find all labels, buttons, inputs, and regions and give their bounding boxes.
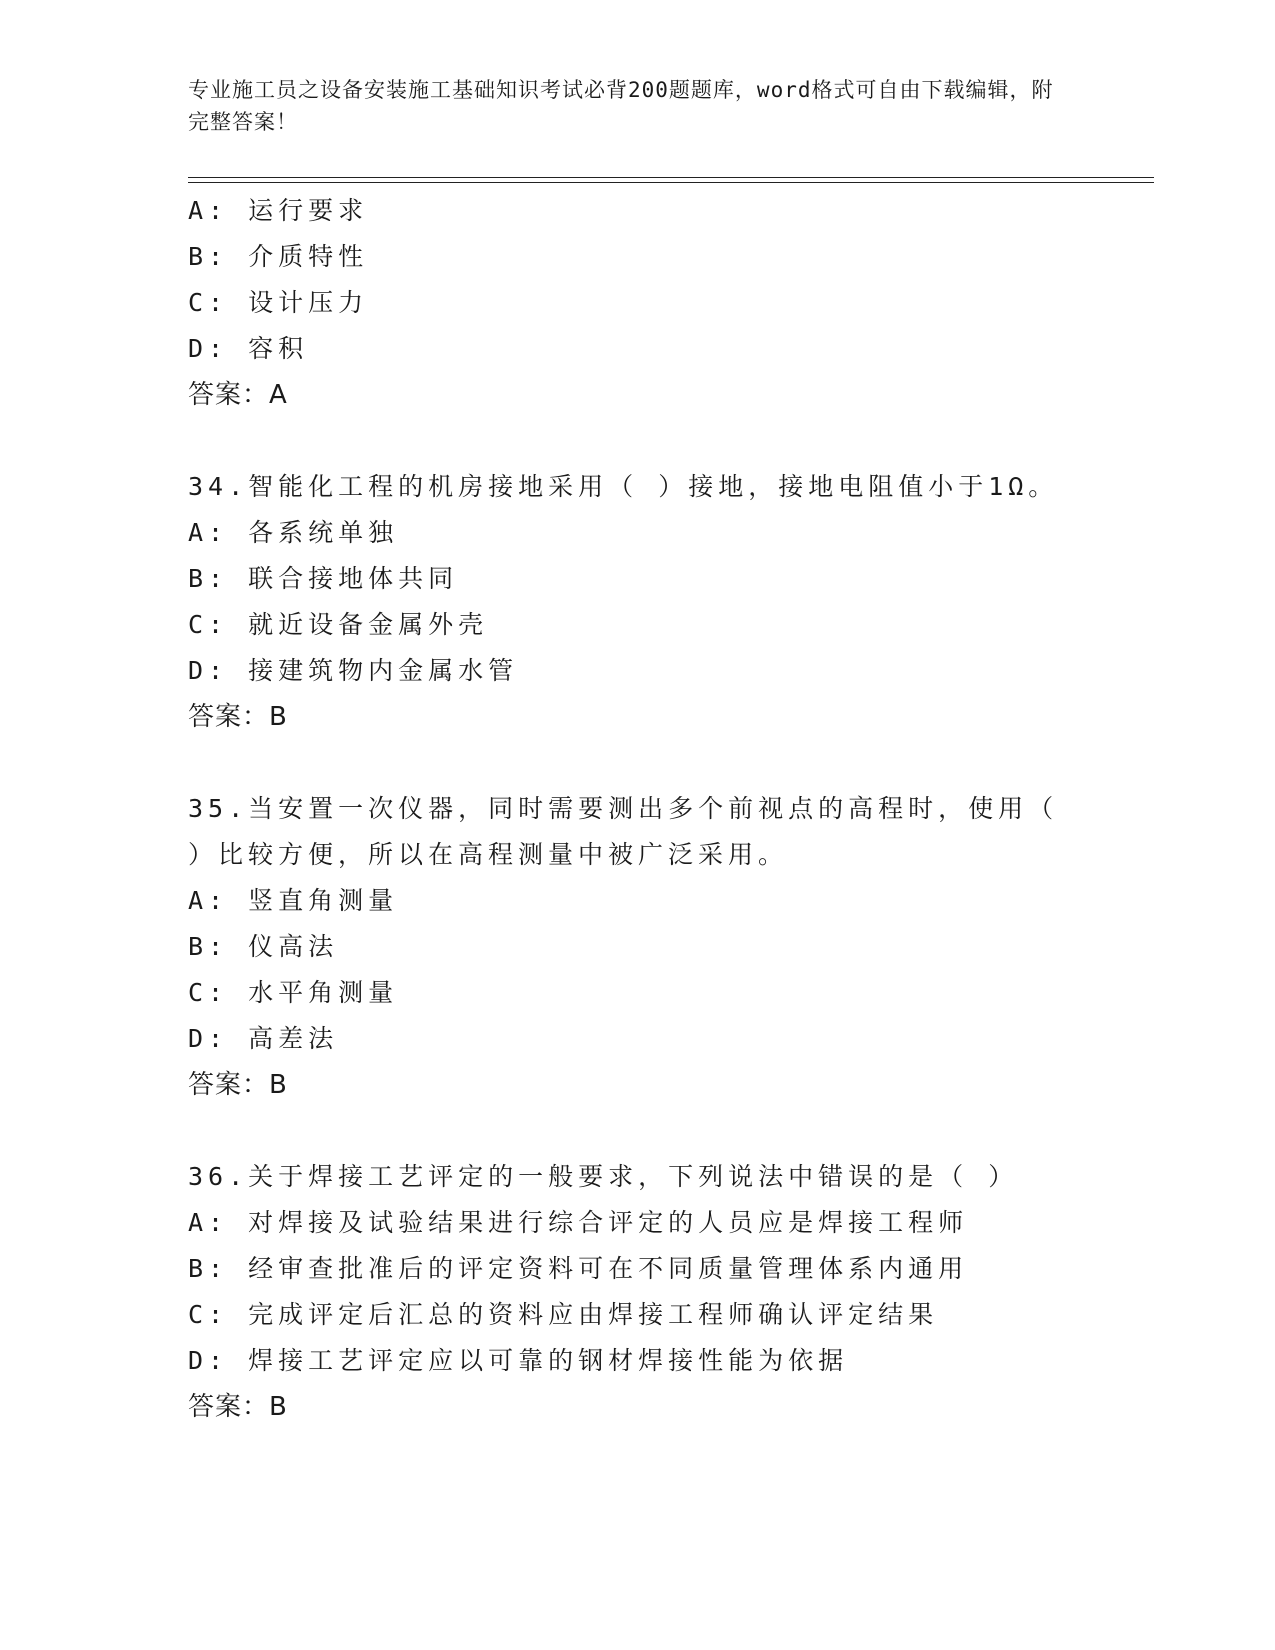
question-block — [188, 464, 1148, 740]
question-text: 35.当安置一次仪器，同时需要测出多个前视点的高程时，使用（ ）比较方便，所以在高程测量中被广泛采用。 — [188, 794, 1059, 869]
question-block — [188, 786, 1148, 1108]
option-d: D: 高差法 — [188, 1024, 339, 1053]
option-a: A: 对焊接及试验结果进行综合评定的人员应是焊接工程师 — [188, 1208, 969, 1237]
option-c: C: 水平角测量 — [188, 978, 399, 1007]
question-block — [188, 188, 1148, 418]
option-d: D: 容积 — [188, 334, 309, 363]
option-c: C: 设计压力 — [188, 288, 369, 317]
option-c: C: 就近设备金属外壳 — [188, 610, 489, 639]
option-d: D: 焊接工艺评定应以可靠的钢材焊接性能为依据 — [188, 1346, 849, 1375]
answer-line: 答案：A — [188, 380, 288, 410]
question-block — [188, 1154, 1148, 1430]
option-b: B: 仪高法 — [188, 932, 339, 961]
option-a: A: 各系统单独 — [188, 518, 399, 547]
document-header: 专业施工员之设备安装施工基础知识考试必背200题题库，word格式可自由下载编辑，附完整答案！ — [188, 78, 1054, 134]
option-d: D: 接建筑物内金属水管 — [188, 656, 519, 685]
answer-line: 答案：B — [188, 1070, 288, 1100]
option-b: B: 联合接地体共同 — [188, 564, 459, 593]
option-a: A: 运行要求 — [188, 196, 369, 225]
question-list — [188, 188, 1148, 1476]
question-text: 34.智能化工程的机房接地采用（ ）接地，接地电阻值小于1Ω。 — [188, 472, 1059, 501]
answer-line: 答案：B — [188, 702, 288, 732]
question-text: 36.关于焊接工艺评定的一般要求，下列说法中错误的是（ ） — [188, 1162, 1019, 1191]
option-b: B: 介质特性 — [188, 242, 369, 271]
header-rule-top — [188, 177, 1154, 178]
option-a: A: 竖直角测量 — [188, 886, 399, 915]
answer-line: 答案：B — [188, 1392, 288, 1422]
header-rule-bottom — [188, 182, 1154, 183]
option-c: C: 完成评定后汇总的资料应由焊接工程师确认评定结果 — [188, 1300, 939, 1329]
option-b: B: 经审查批准后的评定资料可在不同质量管理体系内通用 — [188, 1254, 969, 1283]
